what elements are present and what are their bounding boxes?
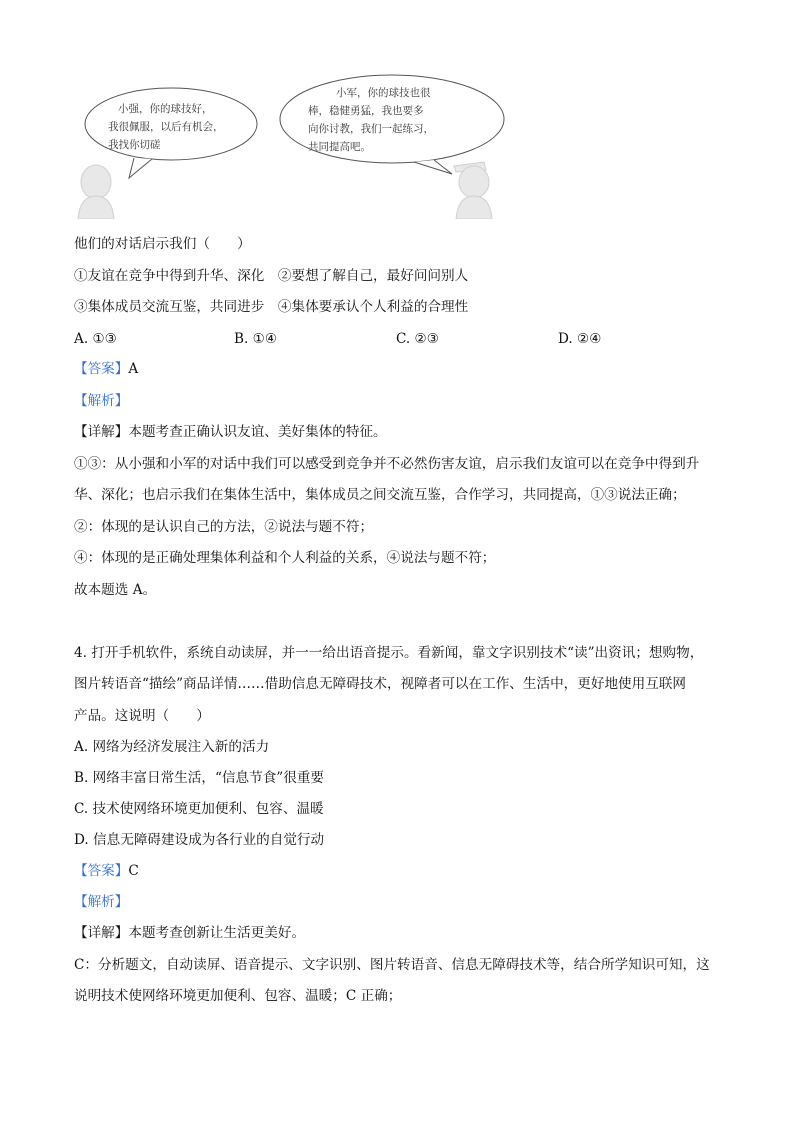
- q4-option-b: B. 网络丰富日常生活，“信息节食”很重要: [74, 770, 325, 786]
- q4-option-d: D. 信息无障碍建设成为各行业的自觉行动: [74, 832, 325, 848]
- q3-option-b: B. ①④: [234, 331, 278, 347]
- q3-answer-value: A: [128, 361, 139, 377]
- q4-stem-line-2: 图片转语音“描绘”商品详情……借助信息无障碍技术，视障者可以在工作、生活中，更好地使用互联网: [74, 676, 687, 692]
- q3-option-d: D. ②④: [558, 331, 602, 347]
- q4-explain-line-1: C：分析题文，自动读屏、语音提示、文字识别、图片转语音、信息无障碍技术等，结合所学知识可知，这: [74, 957, 710, 973]
- q4-analysis-tag: 【解析】: [74, 894, 129, 910]
- speech-bubble-left: [85, 88, 257, 178]
- q3-answer: [74, 360, 138, 378]
- bubble-left-line-2: 我很佩服，以后有机会，: [108, 121, 224, 133]
- q4-stem-line-3: 产品。这说明（ ）: [74, 708, 210, 724]
- q3-conclusion: 故本题选 A。: [74, 582, 157, 598]
- q4-answer: [74, 862, 139, 880]
- q3-answer-tag: 【答案】: [74, 361, 129, 377]
- boy-figure-left: [78, 165, 114, 219]
- q3-explain-line-3: ②：体现的是认识自己的方法，②说法与题不符；: [74, 519, 374, 535]
- q3-option-c: C. ②③: [396, 331, 439, 347]
- q3-explain-line-1: ①③：从小强和小军的对话中我们可以感受到竞争并不必然伤害友谊，启示我们友谊可以在竞争中得到升: [74, 456, 700, 472]
- q4-answer-tag: 【答案】: [74, 863, 129, 879]
- q4-detail-text: 本题考查创新让生活更美好。: [128, 925, 306, 941]
- bubble-right-line-4: 共同提高吧。: [308, 141, 371, 153]
- q4-explain-line-2: 说明技术使网络环境更加便利、包容、温暖；C 正确；: [74, 988, 402, 1004]
- q3-analysis: [74, 392, 128, 410]
- speech-bubble-right: [280, 75, 504, 174]
- q3-detail-text: 本题考查正确认识友谊、美好集体的特征。: [128, 424, 387, 440]
- boy-figure-right: [454, 162, 492, 219]
- bubble-right-line-3: 向你讨教，我们一起练习，: [308, 123, 434, 135]
- q3-explain-line-4: ④：体现的是正确处理集体利益和个人利益的关系，④说法与题不符；: [74, 550, 496, 566]
- dialogue-illustration: [74, 74, 514, 219]
- q4-option-c: C. 技术使网络环境更加便利、包容、温暖: [74, 801, 324, 817]
- q3-detail-tag: 【详解】: [74, 424, 129, 440]
- bubble-right-line-1: 小军，你的球技也很: [336, 87, 431, 99]
- q4-analysis: [74, 893, 128, 911]
- q3-option-a: A. ①③: [74, 331, 117, 347]
- bubble-left-line-3: 我找你切磋: [108, 139, 161, 151]
- q3-statement-line-1: ①友谊在竞争中得到升华、深化 ②要想了解自己，最好问问别人: [74, 268, 469, 284]
- q3-analysis-tag: 【解析】: [74, 393, 129, 409]
- q3-explain-line-2: 华、深化；也启示我们在集体生活中，集体成员之间交流互鉴，合作学习，共同提高，①③说法正确；: [74, 487, 686, 503]
- q3-stem: 他们的对话启示我们（ ）: [74, 236, 251, 252]
- q4-detail-tag: 【详解】: [74, 925, 129, 941]
- q3-statement-line-2: ③集体成员交流互鉴，共同进步 ④集体要承认个人利益的合理性: [74, 299, 469, 315]
- q3-detail: [74, 423, 387, 441]
- bubble-right-line-2: 棒，稳健勇猛，我也要多: [308, 105, 424, 117]
- q4-answer-value: C: [128, 863, 139, 879]
- q4-option-a: A. 网络为经济发展注入新的活力: [74, 739, 270, 755]
- q4-detail: [74, 924, 305, 942]
- q4-stem-line-1: 4. 打开手机软件，系统自动读屏，并一一给出语音提示。看新闻，靠文字识别技术“读”出资讯；想购物，: [74, 645, 704, 661]
- bubble-left-line-1: 小强，你的球技好，: [118, 103, 213, 115]
